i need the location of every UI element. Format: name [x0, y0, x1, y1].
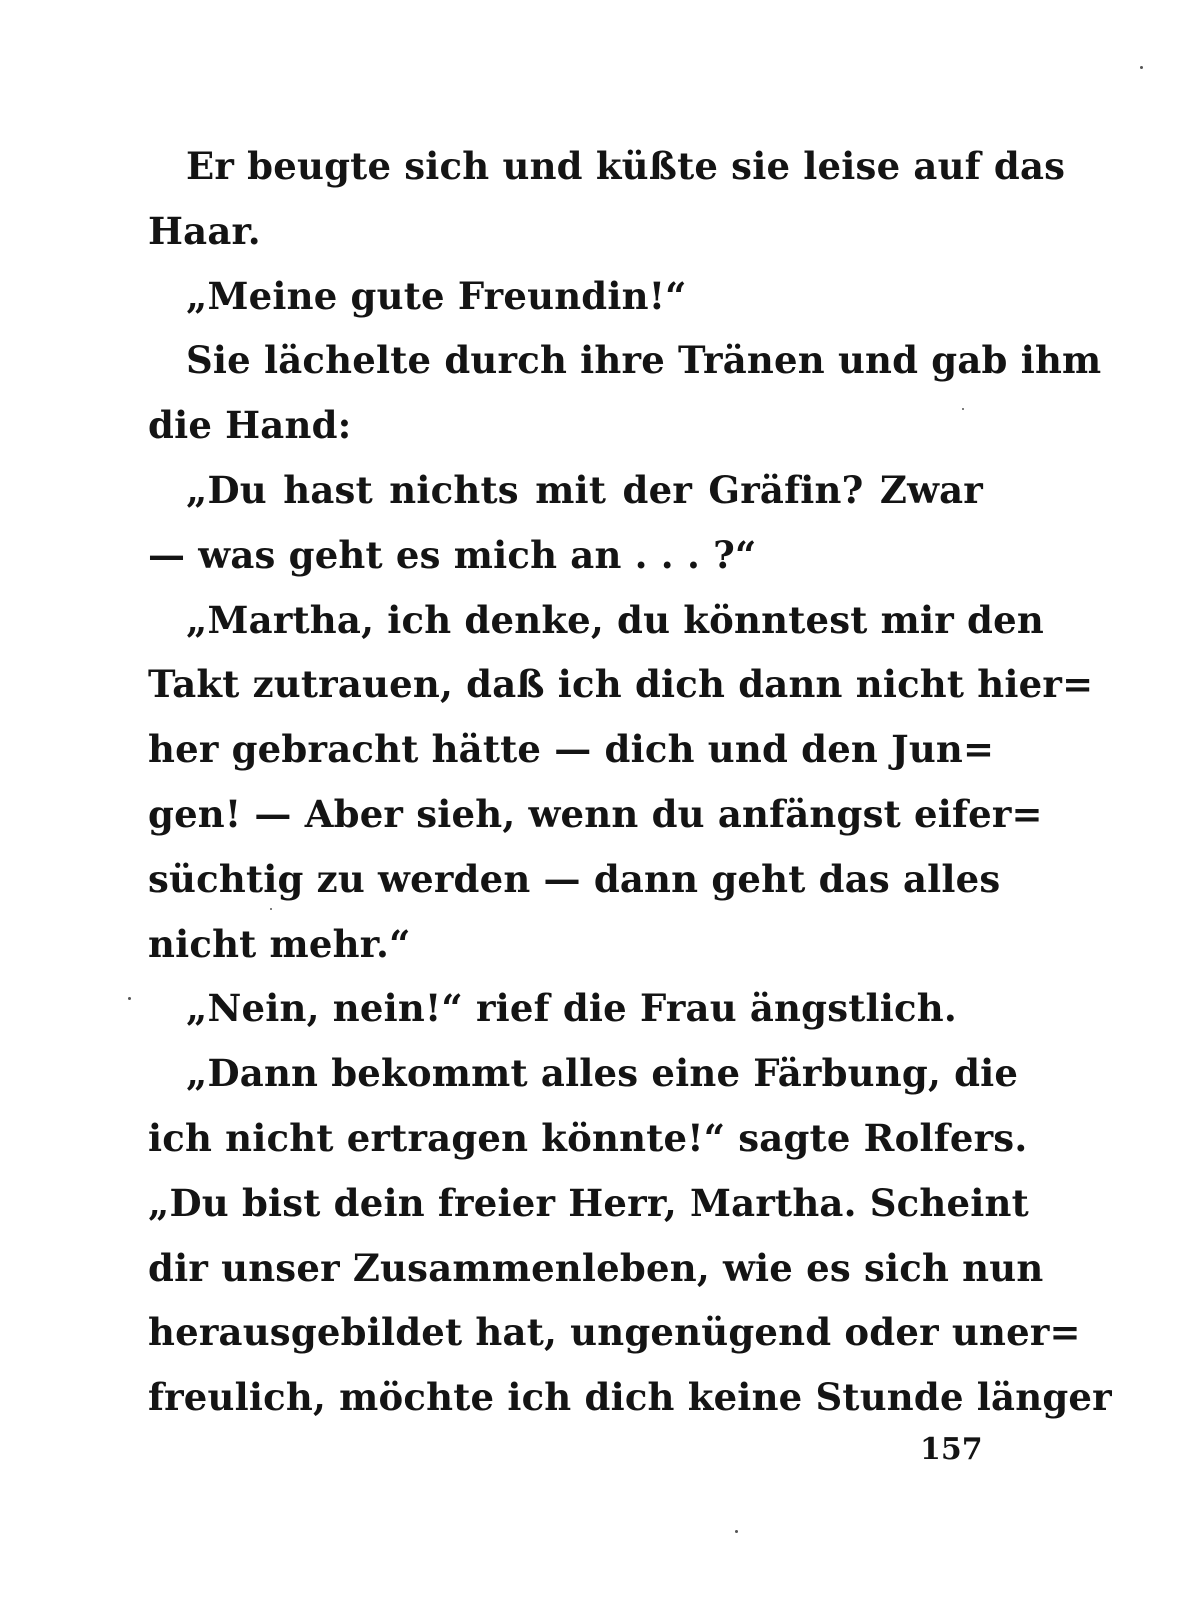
text-line: „Du hast nichts mit der Gräfin? Zwar — [186, 467, 983, 512]
scan-speck — [735, 1530, 738, 1533]
text-line: ich nicht ertragen könnte!“ sagte Rolfers. — [148, 1115, 1028, 1160]
text-line: herausgebildet hat, ungenügend oder uner= — [148, 1310, 1081, 1355]
body-text — [148, 134, 1112, 1430]
text-line: nicht mehr.“ — [148, 921, 411, 966]
text-line: süchtig zu werden — dann geht das alles — [148, 856, 1001, 901]
scan-speck — [128, 997, 131, 1000]
text-line: „Nein, nein!“ rief die Frau ängstlich. — [186, 986, 957, 1031]
text-line: freulich, möchte ich dich keine Stunde länger — [148, 1375, 1112, 1420]
text-line: dir unser Zusammenleben, wie es sich nun — [148, 1245, 1044, 1290]
text-line: „Dann bekommt alles eine Färbung, die — [186, 1051, 1019, 1096]
scan-speck — [270, 908, 272, 910]
text-line: „Meine gute Freundin!“ — [186, 273, 687, 318]
scan-speck — [1140, 66, 1143, 69]
scan-speck — [962, 408, 964, 410]
text-line: Er beugte sich und küßte sie leise auf das — [186, 144, 1066, 188]
text-line: — was geht es mich an . . . ?“ — [148, 532, 757, 577]
text-line: gen! — Aber sieh, wenn du anfängst eifer= — [148, 791, 1043, 836]
text-line: Takt zutrauen, daß ich dich dann nicht hier= — [148, 662, 1094, 707]
text-line: die Hand: — [148, 403, 352, 448]
text-line: „Du bist dein freier Herr, Martha. Scheint — [148, 1180, 1029, 1225]
text-line: „Martha, ich denke, du könntest mir den — [186, 597, 1044, 642]
page-number: 157 — [920, 1432, 983, 1467]
text-line: Sie lächelte durch ihre Tränen und gab ihm — [186, 338, 1102, 383]
text-line: Haar. — [148, 208, 261, 253]
text-line: her gebracht hätte — dich und den Jun= — [148, 727, 995, 772]
